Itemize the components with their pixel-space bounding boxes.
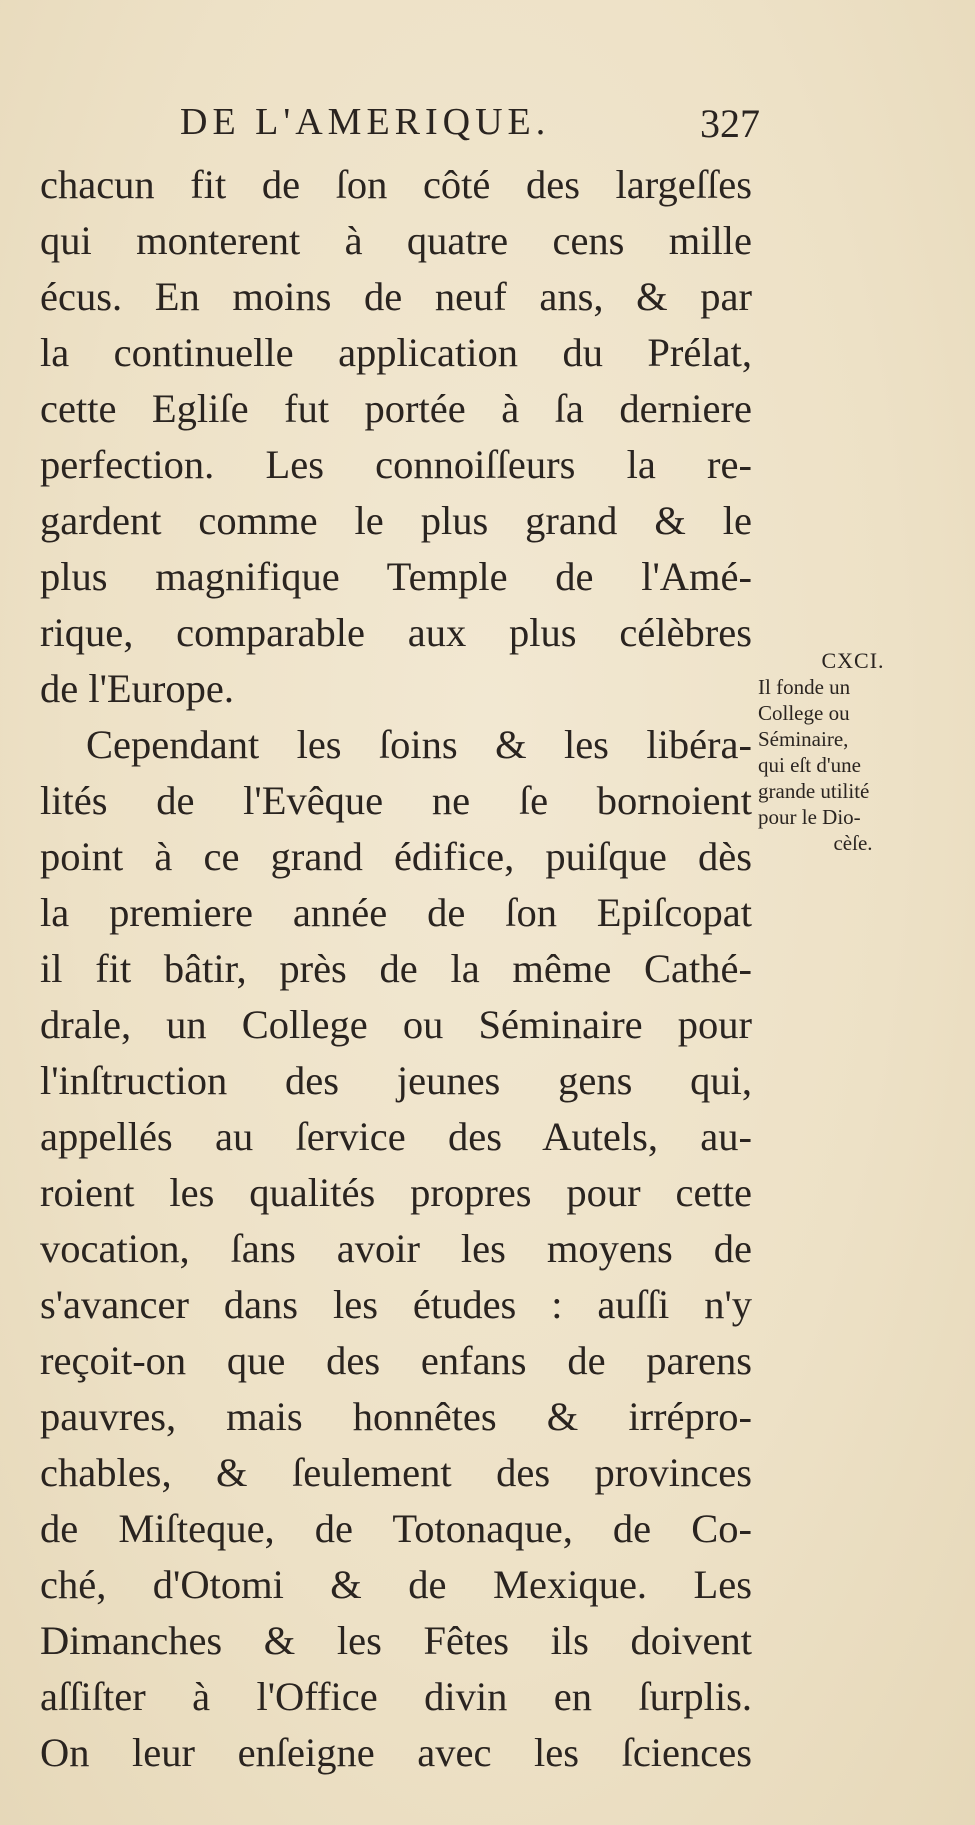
text-line: gardent comme le plus grand & le [40, 498, 752, 543]
text-line: perfection. Les connoiſſeurs la re- [40, 442, 752, 487]
text-line: chacun fit de ſon côté des largeſſes [40, 162, 752, 207]
text-line: vocation, ſans avoir les moyens de [40, 1226, 752, 1271]
text-line: écus. En moins de neuf ans, & par [40, 274, 752, 319]
text-line: il fit bâtir, près de la même Cathé- [40, 946, 752, 991]
text-line: l'inſtruction des jeunes gens qui, [40, 1058, 752, 1103]
text-line: On leur enſeigne avec les ſciences [40, 1730, 752, 1775]
margin-note-line: College ou [758, 701, 850, 725]
page-number: 327 [700, 101, 760, 146]
text-line: roient les qualités propres pour cette [40, 1170, 752, 1215]
text-line: Cependant les ſoins & les libéra- [86, 722, 752, 767]
margin-note-line: qui eſt d'une [758, 753, 861, 777]
main-text-column [40, 157, 752, 1781]
text-line: la continuelle application du Prélat, [40, 330, 752, 375]
margin-note-number: CXCI. [821, 648, 885, 673]
text-line: Dimanches & les Fêtes ils doivent [40, 1618, 752, 1663]
text-line: appellés au ſervice des Autels, au- [40, 1114, 752, 1159]
text-line: plus magnifique Temple de l'Amé- [40, 554, 752, 599]
margin-note [758, 648, 948, 856]
text-line: de l'Europe. [40, 666, 234, 711]
margin-note-line: cèſe. [833, 831, 873, 855]
margin-note-line: pour le Dio- [758, 805, 861, 829]
text-line: reçoit-on que des enfans de parens [40, 1338, 752, 1383]
text-line: de Miſteque, de Totonaque, de Co- [40, 1506, 752, 1551]
margin-note-line: Séminaire, [758, 727, 849, 751]
text-line: chables, & ſeulement des provinces [40, 1450, 752, 1495]
text-line: s'avancer dans les études : auſſi n'y [40, 1282, 752, 1327]
text-line: aſſiſter à l'Office divin en ſurplis. [40, 1674, 752, 1719]
margin-note-line: Il fonde un [758, 675, 851, 699]
running-title: DE L'AMERIQUE. [180, 101, 551, 143]
text-line: la premiere année de ſon Epiſcopat [40, 890, 752, 935]
text-line: cette Egliſe fut portée à ſa derniere [40, 386, 752, 431]
margin-note-line: grande utilité [758, 779, 870, 803]
text-line: lités de l'Evêque ne ſe bornoient [40, 778, 752, 823]
text-line: point à ce grand édifice, puiſque dès [40, 834, 752, 879]
text-line: pauvres, mais honnêtes & irrépro- [40, 1394, 752, 1439]
text-line: qui monterent à quatre cens mille [40, 218, 752, 263]
page-header [180, 100, 760, 150]
text-line: drale, un College ou Séminaire pour [40, 1002, 752, 1047]
text-line: ché, d'Otomi & de Mexique. Les [40, 1562, 752, 1607]
text-line: rique, comparable aux plus célèbres [40, 610, 752, 655]
